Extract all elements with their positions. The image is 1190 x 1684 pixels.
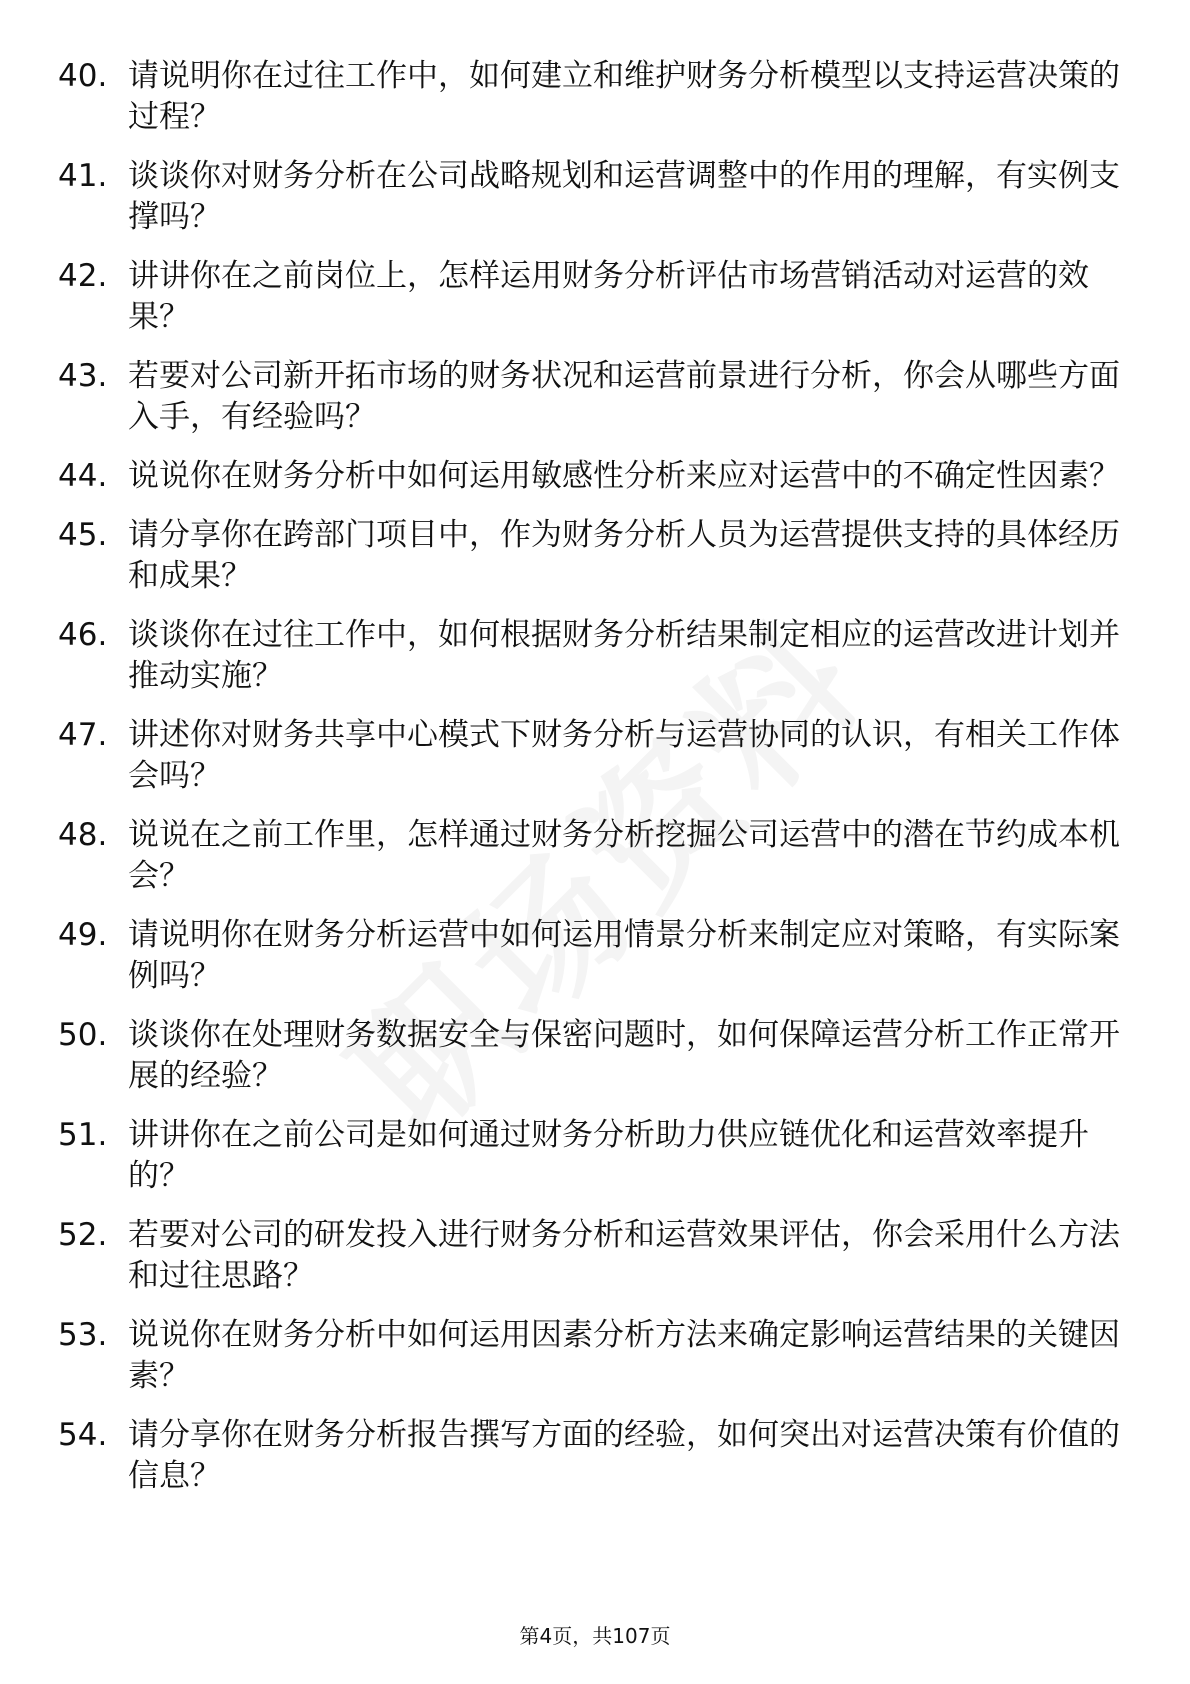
page-number-label: 第4页，共107页 xyxy=(519,1624,671,1648)
question-text: 谈谈你在过往工作中，如何根据财务分析结果制定相应的运营改进计划并推动实施？ xyxy=(128,617,1120,694)
question-number: 44. xyxy=(58,458,108,494)
question-text: 说说你在财务分析中如何运用敏感性分析来应对运营中的不确定性因素？ xyxy=(128,458,1120,494)
question-number: 40. xyxy=(58,58,108,94)
question-item xyxy=(58,915,1130,997)
question-item xyxy=(58,815,1130,897)
question-number: 43. xyxy=(58,358,108,394)
question-number: 46. xyxy=(58,617,108,653)
question-item xyxy=(58,515,1130,597)
question-item xyxy=(58,1215,1130,1297)
question-text: 谈谈你对财务分析在公司战略规划和运营调整中的作用的理解，有实例支撑吗？ xyxy=(128,158,1120,235)
question-text: 谈谈你在处理财务数据安全与保密问题时，如何保障运营分析工作正常开展的经验？ xyxy=(128,1017,1120,1094)
question-text: 请说明你在过往工作中，如何建立和维护财务分析模型以支持运营决策的过程？ xyxy=(128,58,1120,135)
question-text: 说说你在财务分析中如何运用因素分析方法来确定影响运营结果的关键因素？ xyxy=(128,1317,1120,1394)
question-text: 请分享你在跨部门项目中，作为财务分析人员为运营提供支持的具体经历和成果？ xyxy=(128,517,1120,594)
question-number: 52. xyxy=(58,1217,108,1253)
question-item xyxy=(58,1015,1130,1097)
question-number: 53. xyxy=(58,1317,108,1353)
question-list xyxy=(58,56,1130,1515)
question-item xyxy=(58,156,1130,238)
question-text: 说说在之前工作里，怎样通过财务分析挖掘公司运营中的潜在节约成本机会？ xyxy=(128,817,1120,894)
question-text: 讲述你对财务共享中心模式下财务分析与运营协同的认识，有相关工作体会吗？ xyxy=(128,717,1120,794)
question-number: 42. xyxy=(58,258,108,294)
question-text: 若要对公司新开拓市场的财务状况和运营前景进行分析，你会从哪些方面入手，有经验吗？ xyxy=(128,358,1120,435)
question-number: 47. xyxy=(58,717,108,753)
question-number: 51. xyxy=(58,1117,108,1153)
question-text: 讲讲你在之前岗位上，怎样运用财务分析评估市场营销活动对运营的效果？ xyxy=(128,258,1089,335)
question-item xyxy=(58,256,1130,338)
question-number: 54. xyxy=(58,1417,108,1453)
question-item xyxy=(58,1415,1130,1497)
question-number: 50. xyxy=(58,1017,108,1053)
question-item xyxy=(58,356,1130,438)
question-item xyxy=(58,1115,1130,1197)
question-number: 45. xyxy=(58,517,108,553)
question-text: 请分享你在财务分析报告撰写方面的经验，如何突出对运营决策有价值的信息？ xyxy=(128,1417,1120,1494)
question-text: 若要对公司的研发投入进行财务分析和运营效果评估，你会采用什么方法和过往思路？ xyxy=(128,1217,1120,1294)
question-number: 49. xyxy=(58,917,108,953)
question-item xyxy=(58,715,1130,797)
question-item xyxy=(58,456,1130,497)
question-number: 48. xyxy=(58,817,108,853)
page-footer xyxy=(0,1620,1190,1649)
question-number: 41. xyxy=(58,158,108,194)
question-text: 讲讲你在之前公司是如何通过财务分析助力供应链优化和运营效率提升的？ xyxy=(128,1117,1089,1194)
question-item xyxy=(58,56,1130,138)
question-text: 请说明你在财务分析运营中如何运用情景分析来制定应对策略，有实际案例吗？ xyxy=(128,917,1120,994)
question-item xyxy=(58,1315,1130,1397)
question-item xyxy=(58,615,1130,697)
